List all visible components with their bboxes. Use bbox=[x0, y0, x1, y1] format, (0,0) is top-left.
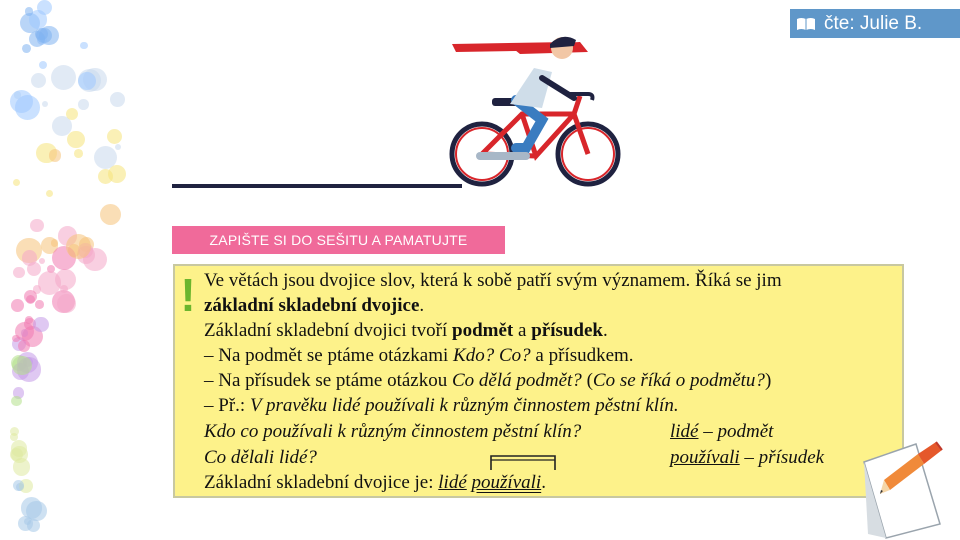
bokeh-dot bbox=[74, 149, 83, 158]
bokeh-dot bbox=[115, 144, 121, 150]
note-line-4: – Na podmět se ptáme otázkami Kdo? Co? a přísudkem. bbox=[204, 345, 634, 366]
example-sentence: V pravěku lidé používali k různým činnostem pěstní klín. bbox=[249, 395, 679, 416]
bokeh-dot bbox=[49, 149, 61, 161]
bokeh-dot bbox=[11, 396, 22, 407]
answer-subject: lidé – podmět bbox=[670, 421, 774, 442]
bokeh-dot bbox=[13, 179, 20, 186]
bokeh-dot bbox=[66, 108, 78, 120]
note-line-5: – Na přísudek se ptáme otázkou Co dělá podmět? (Co se říká o podmětu?) bbox=[204, 370, 772, 391]
exclamation-icon: ! bbox=[180, 269, 196, 321]
bokeh-decoration bbox=[0, 0, 140, 540]
bokeh-dot bbox=[29, 31, 45, 47]
bokeh-dot bbox=[80, 42, 88, 50]
bokeh-dot bbox=[35, 300, 43, 308]
bokeh-dot bbox=[98, 169, 113, 184]
bokeh-dot bbox=[107, 129, 122, 144]
question-subject: Kdo co používali k různým činnostem pěstní klín? bbox=[204, 421, 582, 442]
note-line-3: Základní skladební dvojici tvoří podmět a přísudek. bbox=[204, 320, 608, 341]
term-zakladni-skladebni-dvojice: základní skladební dvojice bbox=[204, 295, 420, 316]
bokeh-dot bbox=[46, 190, 54, 198]
reader-label: čte: Julie B. bbox=[824, 12, 923, 34]
bokeh-dot bbox=[51, 65, 76, 90]
bokeh-dot bbox=[12, 356, 32, 376]
bokeh-dot bbox=[25, 7, 33, 15]
cyclist-illustration bbox=[170, 28, 630, 198]
bokeh-dot bbox=[39, 258, 45, 264]
note-line-9: Základní skladební dvojice je: lidé používali. bbox=[204, 472, 546, 493]
bokeh-dot bbox=[31, 73, 46, 88]
note-line-6: – Př.: V pravěku lidé používali k různým činnostem pěstní klín. bbox=[204, 395, 679, 416]
bokeh-dot bbox=[27, 519, 40, 532]
note-line-1: Ve větách jsou dvojice slov, která k sobě patří svým významem. Říká se jim bbox=[204, 270, 782, 291]
pair-bracket-icon bbox=[489, 454, 557, 470]
bokeh-dot bbox=[11, 299, 23, 311]
bokeh-dot bbox=[30, 219, 44, 233]
bokeh-dot bbox=[57, 294, 76, 313]
bokeh-dot bbox=[22, 44, 31, 53]
bokeh-dot bbox=[100, 204, 121, 225]
bokeh-dot bbox=[22, 250, 38, 266]
bokeh-dot bbox=[67, 131, 84, 148]
bokeh-dot bbox=[21, 497, 43, 519]
bokeh-dot bbox=[38, 271, 62, 295]
bokeh-dot bbox=[110, 92, 125, 107]
term-prisudek: přísudek bbox=[531, 320, 603, 341]
term-podmet: podmět bbox=[452, 320, 514, 341]
answer-predicate: používali – přísudek bbox=[670, 447, 825, 468]
note-line-2: základní skladební dvojice. bbox=[204, 295, 425, 316]
bokeh-dot bbox=[42, 101, 49, 108]
bokeh-dot bbox=[18, 340, 30, 352]
question-predicate: Co dělali lidé? bbox=[204, 447, 317, 468]
reader-badge bbox=[790, 9, 960, 38]
bokeh-dot bbox=[11, 440, 28, 457]
book-icon bbox=[796, 17, 816, 31]
pencil-paper-icon bbox=[856, 438, 946, 540]
instruction-tag: ZAPIŠTE SI DO SEŠITU A PAMATUJTE bbox=[172, 226, 505, 254]
bokeh-dot bbox=[66, 234, 91, 259]
bokeh-dot bbox=[39, 61, 47, 69]
bokeh-dot bbox=[33, 317, 49, 333]
bokeh-dot bbox=[78, 99, 89, 110]
bokeh-dot bbox=[13, 267, 25, 279]
bokeh-dot bbox=[13, 458, 30, 475]
